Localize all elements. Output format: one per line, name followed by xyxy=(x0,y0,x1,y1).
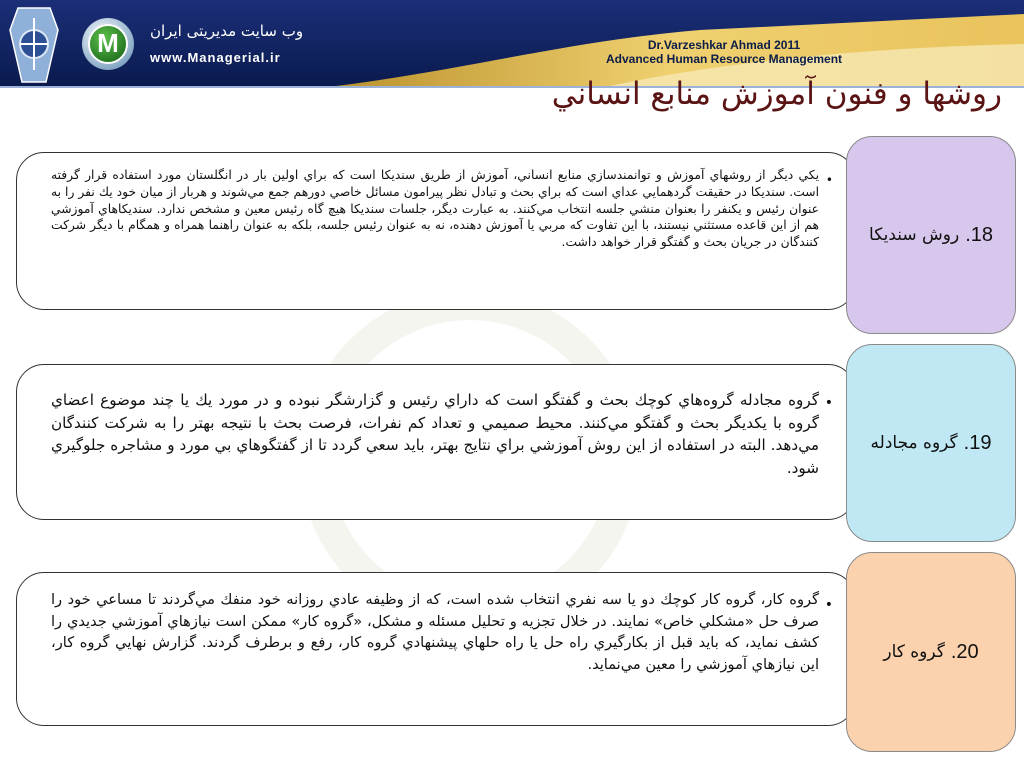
section-text-debate-group: گروه مجادله گروه‌هاي كوچك بحث و گفتگو است كه داراي رئيس و گزارشگر نبوده و در مورد يك يا چند موضوع اعضاي گروه با يكديگر بحث و گفتگو مي‌كنند. محيط صميمي و تعداد كم نفرات، فرصت بحث با نتيجه بهتر را به شركت كنندگان مي‌دهد. البته در استفاده از اين روش آموزشي براي نتايج بهتر، بايد سعي گردد تا از گفتگوهاي بي مورد و مشاجره جلوگيري شود. xyxy=(51,391,819,477)
bullet-icon: • xyxy=(824,597,833,613)
header-banner xyxy=(0,0,1024,88)
tab-label: گروه كار xyxy=(883,642,945,662)
site-url[interactable] xyxy=(150,50,281,65)
tab-syndicate[interactable] xyxy=(846,136,1016,334)
tab-number: 18. xyxy=(965,223,993,246)
content-box-debate-group xyxy=(16,364,856,520)
subject-line: Advanced Human Resource Management xyxy=(605,52,843,66)
content-box-work-group xyxy=(16,572,856,726)
tab-label: روش سنديكا xyxy=(869,225,960,245)
tab-label: گروه مجادله xyxy=(870,433,958,453)
content-box-syndicate xyxy=(16,152,856,310)
site-name: وب سایت مدیریتی ایران xyxy=(150,22,304,40)
tab-debate-group[interactable] xyxy=(846,344,1016,542)
author-line: Dr.Varzeshkar Ahmad 2011 xyxy=(647,38,801,52)
logo-letter: M xyxy=(97,28,119,58)
section-text-syndicate: يكي ديگر از روشهاي آموزش و توانمندسازي منابع انساني، آموزش از طريق سنديكا است كه براي اولين بار در انگلستان مورد استفاده قرار گرفته است. سنديكا در حقيقت گردهمايي عداي است كه براي بحث و تبادل نظر پيرامون مسائل خاصي دورهم جمع مي‌شوند و هربار از ميان خود يك نفر را به عنوان رئيس و يكنفر را بعنوان منشي جلسه انتخاب مي‌كنند. به عبارت ديگر، جلسات سنديكا هيچ گاه رئيس معين و مشخص ندارد. سنديكاهاي آموزشي هم از اين قاعده مستثني نيستند، با اين تفاوت كه مربي يا آموزش دهنده، نه به عنوان رئيس جلسه، بلكه به عنوان راهنما همراه و همگام با ديگر شركت كنندگان در جريان بحث و گفتگو قرار خواهد داشت. xyxy=(51,168,819,250)
page-title: روشها و فنون آموزش منابع انساني xyxy=(551,76,1002,112)
tab-number: 20. xyxy=(950,640,979,663)
tab-number: 19. xyxy=(963,431,992,454)
bullet-icon: • xyxy=(824,395,833,411)
author-block xyxy=(574,38,874,66)
section-text-work-group: گروه كار، گروه كار كوچك دو يا سه نفري انتخاب شده است، كه از وظيفه عادي روزانه خود منفك مي‌گردند تا مساعي خود را صرف حل «مشكلي خاص» نمايند. در خلال تجزيه و تحليل مسئله و مشكل، «گروه كار» ممكن است نيازهاي آموزشي جديدي را كشف نمايد، كه بايد قبل از بكارگيري راه حل يا راه حلهاي پيشنهادي گروه كار، رفع و برطرف گردند. گزارش نهايي گروه كار، اين نيازهاي آموزشي را معين مي‌نمايد. xyxy=(51,591,819,673)
site-url-text[interactable]: www.Managerial.ir xyxy=(150,50,281,65)
bullet-icon: • xyxy=(825,173,833,187)
tab-work-group[interactable] xyxy=(846,552,1016,752)
